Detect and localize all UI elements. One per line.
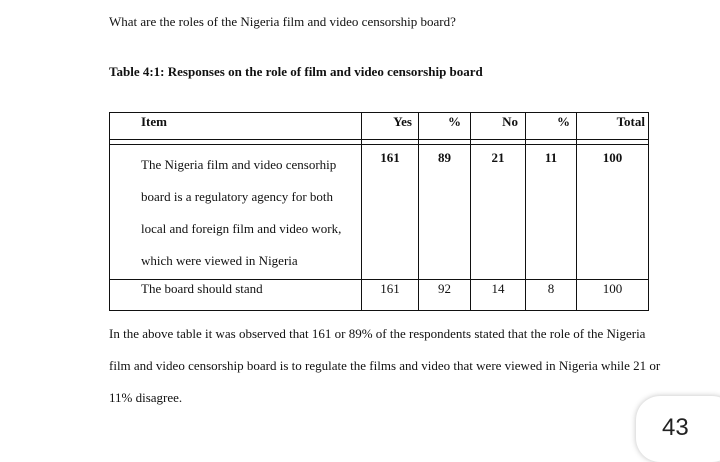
item-line: board is a regulatory agency for both	[141, 189, 334, 204]
header-no: No	[471, 113, 526, 140]
row-item	[110, 145, 362, 280]
row-total: 100	[577, 145, 649, 280]
header-no-percent: %	[526, 113, 577, 140]
row-item	[110, 280, 362, 311]
item-line: The Nigeria film and video censorhip	[141, 157, 337, 172]
row-yes-percent: 89	[419, 145, 471, 280]
row-no-percent: 8	[526, 280, 577, 311]
analysis-paragraph: In the above table it was observed that 161 or 89% of the respondents stated that the role of the Nigeria film and video censorship board is to regulate the films and video that were viewed in Nigeria while 21 or 11% disagree.	[109, 326, 661, 405]
item-line: The board should stand	[141, 281, 263, 296]
table-header-row	[110, 113, 649, 140]
header-yes-percent: %	[419, 113, 471, 140]
row-yes-percent: 92	[419, 280, 471, 311]
responses-table	[109, 112, 649, 311]
table-caption: Table 4:1: Responses on the role of film and video censorship board	[109, 64, 483, 79]
item-line: local and foreign film and video work,	[141, 221, 342, 236]
header-item: Item	[110, 113, 362, 140]
header-yes: Yes	[362, 113, 419, 140]
item-line: which were viewed in Nigeria	[141, 253, 298, 268]
row-no: 14	[471, 280, 526, 311]
row-yes: 161	[362, 145, 419, 280]
row-no: 21	[471, 145, 526, 280]
header-total: Total	[577, 113, 649, 140]
row-yes: 161	[362, 280, 419, 311]
table-row	[110, 280, 649, 311]
row-total: 100	[577, 280, 649, 311]
question-text: What are the roles of the Nigeria film and video censorship board?	[109, 14, 456, 29]
page-number: 43	[662, 414, 689, 441]
row-no-percent: 11	[526, 145, 577, 280]
table-row	[110, 145, 649, 280]
